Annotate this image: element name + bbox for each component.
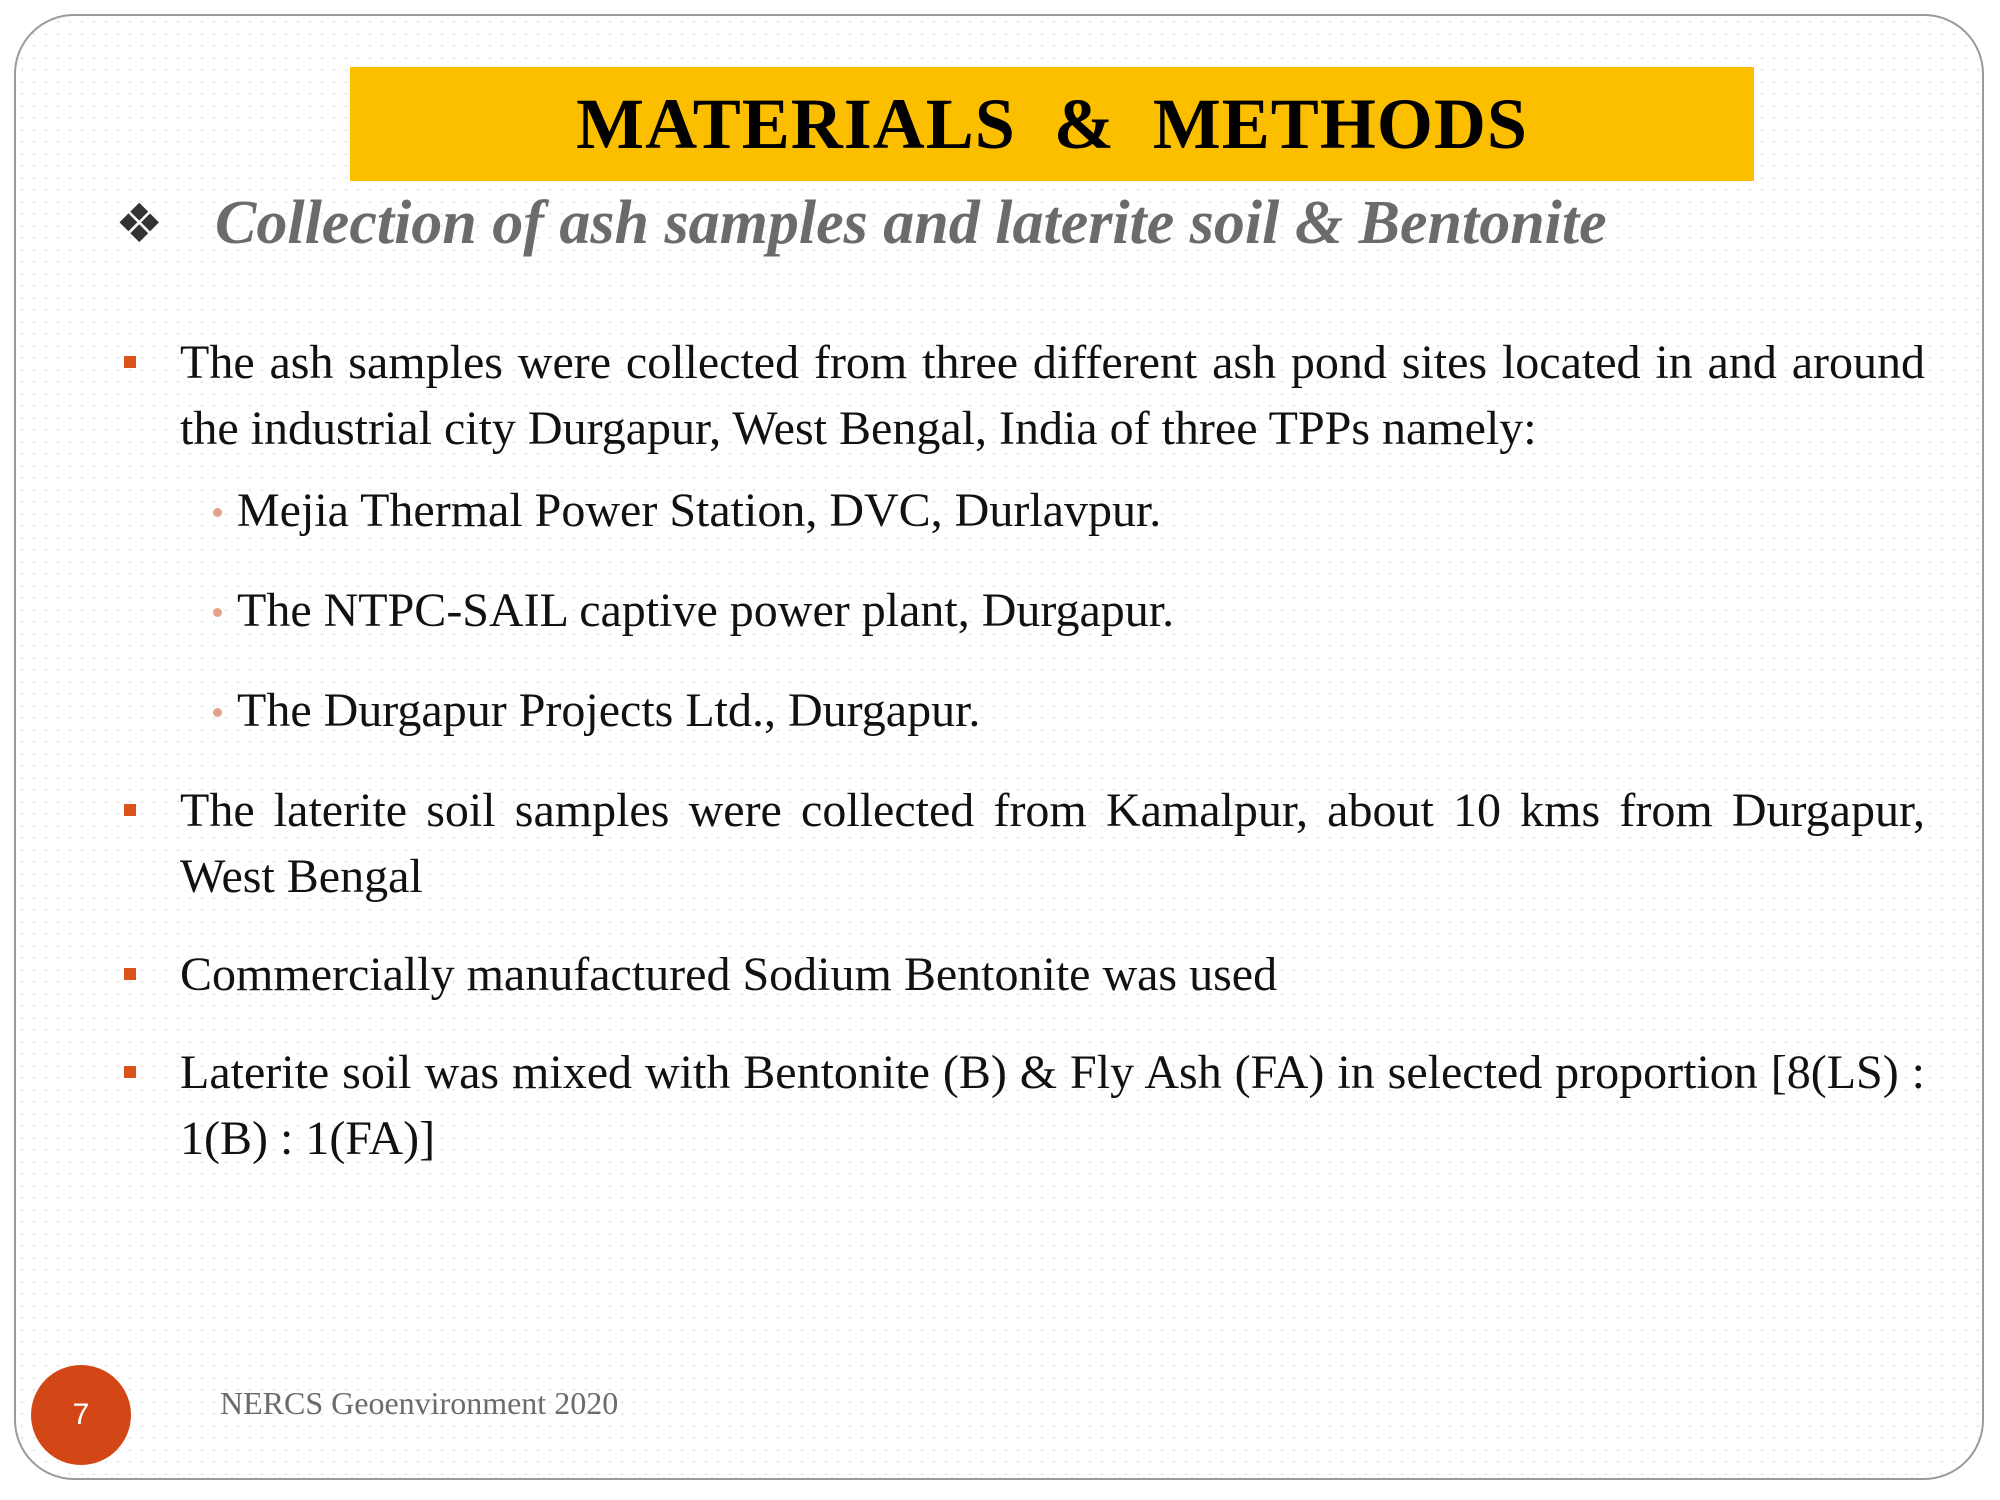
sub-bullet-text: The NTPC-SAIL captive power plant, Durgapur. bbox=[237, 584, 1175, 637]
square-bullet-icon bbox=[124, 356, 136, 368]
square-bullet-icon bbox=[124, 804, 136, 816]
sub-bullet-item bbox=[115, 478, 1925, 544]
bullet-text: Laterite soil was mixed with Bentonite (B) & Fly Ash (FA) in selected proportion [8(LS) : 1(B) : 1(FA)] bbox=[180, 1046, 1925, 1165]
dot-bullet-icon bbox=[213, 708, 222, 717]
bullet-text: The laterite soil samples were collected from Kamalpur, about 10 kms from Durgapur, West Bengal bbox=[180, 784, 1925, 903]
page-number-badge: 7 bbox=[31, 1365, 131, 1465]
bullet-text: The ash samples were collected from three different ash pond sites located in and around the industrial city Durgapur, West Bengal, India of three TPPs namely: bbox=[180, 336, 1925, 455]
dot-bullet-icon bbox=[213, 508, 222, 517]
sub-bullet-item bbox=[115, 578, 1925, 644]
sub-bullet-item bbox=[115, 678, 1925, 744]
diamond-bullet-icon: ❖ bbox=[115, 192, 164, 255]
dot-bullet-icon bbox=[213, 608, 222, 617]
sub-bullet-text: The Durgapur Projects Ltd., Durgapur. bbox=[237, 684, 981, 737]
slide-subtitle: Collection of ash samples and laterite soil & Bentonite bbox=[215, 189, 1607, 257]
square-bullet-icon bbox=[124, 968, 136, 980]
sub-bullet-list bbox=[115, 478, 1925, 744]
subtitle-row bbox=[115, 188, 1607, 259]
bullet-ash-samples bbox=[115, 330, 1925, 462]
bullet-mixing-proportion bbox=[115, 1040, 1925, 1172]
bullet-bentonite bbox=[115, 942, 1925, 1008]
slide-title: MATERIALS & METHODS bbox=[350, 67, 1754, 181]
square-bullet-icon bbox=[124, 1066, 136, 1078]
bullet-list bbox=[115, 330, 1925, 1172]
footer-text: NERCS Geoenvironment 2020 bbox=[220, 1385, 619, 1421]
bullet-laterite-soil bbox=[115, 778, 1925, 910]
sub-bullet-text: Mejia Thermal Power Station, DVC, Durlavpur. bbox=[237, 484, 1162, 537]
bullet-text: Commercially manufactured Sodium Bentonite was used bbox=[180, 948, 1278, 1001]
